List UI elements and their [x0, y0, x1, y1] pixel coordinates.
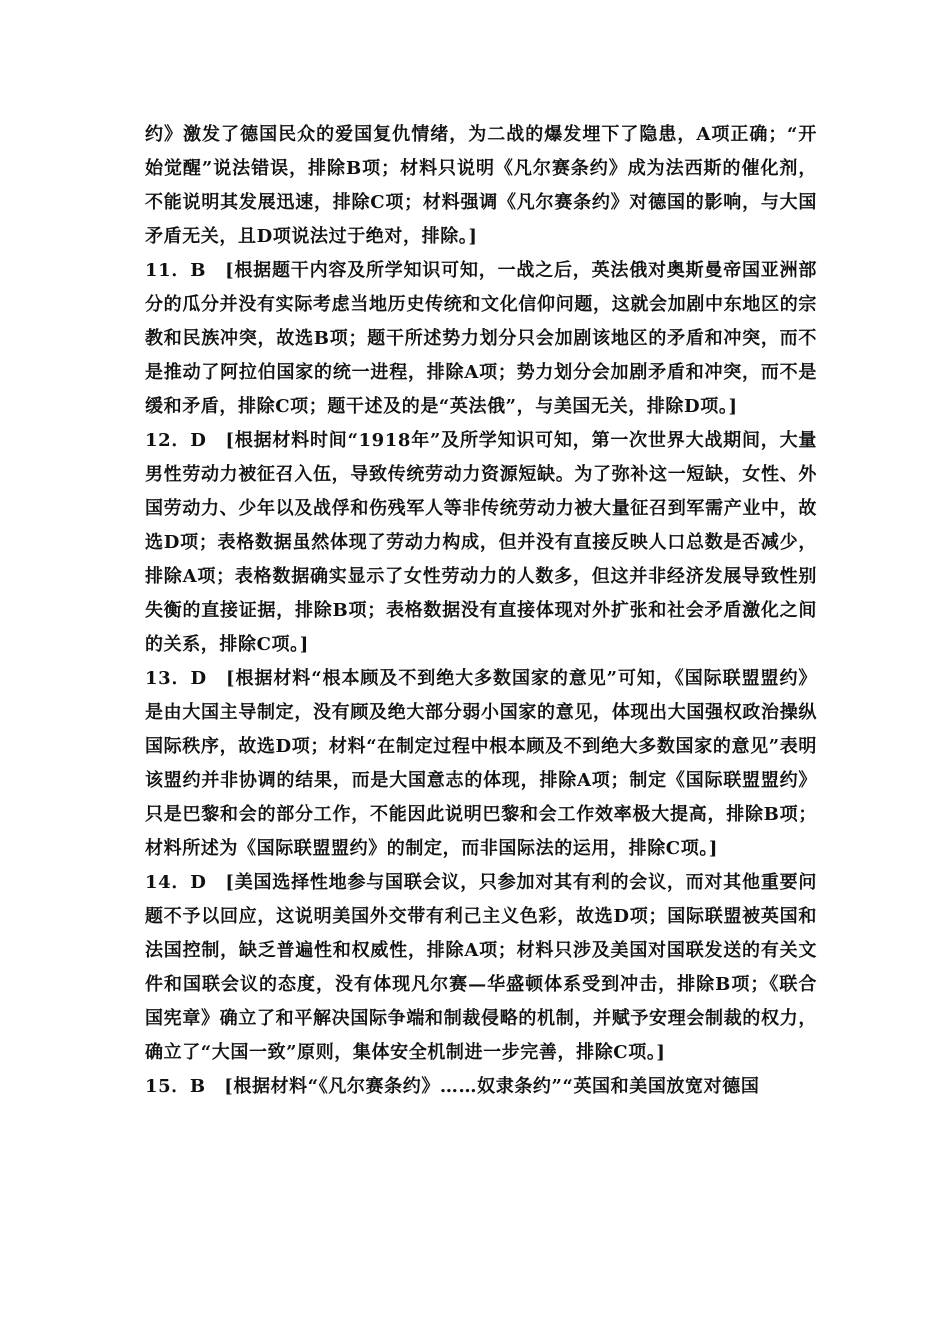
answer-paragraph-11: 11．B [根据题干内容及所学知识可知，一战之后，英法俄对奥斯曼帝国亚洲部分的瓜分并没有实际考虑当地历史传统和文化信仰问题，这就会加剧中东地区的宗教和民族冲突，故选B项；题干所述势力划分只会加剧该地区的矛盾和冲突，而不是推动了阿拉伯国家的统一进程，排除A项；势力划分会加剧矛盾和冲突，而不是缓和矛盾，排除C项；题干述及的是“英法俄”，与美国无关，排除D项。] [145, 260, 817, 417]
answer-explanations [145, 118, 817, 1104]
answer-paragraph-10-continued: 约》激发了德国民众的爱国复仇情绪，为二战的爆发埋下了隐患，A项正确；“开始觉醒”说法错误，排除B项；材料只说明《凡尔赛条约》成为法西斯的催化剂，不能说明其发展迅速，排除C项；材料强调《凡尔赛条约》对德国的影响，与大国矛盾无关，且D项说法过于绝对，排除。] [145, 124, 817, 247]
answer-paragraph-13: 13．D [根据材料“根本顾及不到绝大多数国家的意见”可知，《国际联盟盟约》是由大国主导制定，没有顾及绝大部分弱小国家的意见，体现出大国强权政治操纵国际秩序，故选D项；材料“在制定过程中根本顾及不到绝大多数国家的意见”表明该盟约并非协调的结果，而是大国意志的体现，排除A项；制定《国际联盟盟约》只是巴黎和会的部分工作，不能因此说明巴黎和会工作效率极大提高，排除B项；材料所述为《国际联盟盟约》的制定，而非国际法的运用，排除C项。] [145, 668, 817, 859]
answer-paragraph-12: 12．D [根据材料时间“1918年”及所学知识可知，第一次世界大战期间，大量男性劳动力被征召入伍，导致传统劳动力资源短缺。为了弥补这一短缺，女性、外国劳动力、少年以及战俘和伤残军人等非传统劳动力被大量征召到军需产业中，故选D项；表格数据虽然体现了劳动力构成，但并没有直接反映人口总数是否减少，排除A项；表格数据确实显示了女性劳动力的人数多，但这并非经济发展导致性别失衡的直接证据，排除B项；表格数据没有直接体现对外扩张和社会矛盾激化之间的关系，排除C项。] [145, 430, 817, 655]
answer-paragraph-15: 15．B [根据材料“《凡尔赛条约》……奴隶条约”“英国和美国放宽对德国 [145, 1076, 760, 1097]
answer-paragraph-14: 14．D [美国选择性地参与国联会议，只参加对其有利的会议，而对其他重要问题不予以回应，这说明美国外交带有利己主义色彩，故选D项；国际联盟被英国和法国控制，缺乏普遍性和权威性，排除A项；材料只涉及美国对国联发送的有关文件和国联会议的态度，没有体现凡尔赛—华盛顿体系受到冲击，排除B项；《联合国宪章》确立了和平解决国际争端和制裁侵略的机制，并赋予安理会制裁的权力，确立了“大国一致”原则，集体安全机制进一步完善，排除C项。] [145, 872, 817, 1063]
